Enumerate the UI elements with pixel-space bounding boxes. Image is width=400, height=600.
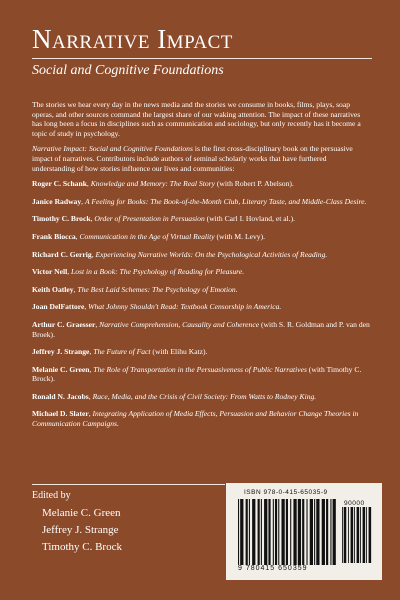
- contributor-item: Victor Nell, Lost in a Book: The Psychology of Reading for Pleasure.: [32, 267, 245, 277]
- summary-book-title: Narrative Impact: Social and Cognitive Foundations: [32, 144, 193, 154]
- barcode-bar: [314, 499, 315, 565]
- barcode-panel: [226, 483, 382, 580]
- contributor-name: Timothy C. Brock: [32, 214, 91, 224]
- price-addon-text: 90000: [344, 500, 365, 507]
- edited-divider: [32, 484, 225, 485]
- barcode-bar: [366, 507, 367, 563]
- barcode-bar: [278, 499, 279, 565]
- contributor-item: Frank Biocca, Communication in the Age of Virtual Reality (with M. Levy).: [32, 231, 265, 241]
- barcode-bar: [275, 499, 277, 565]
- barcode-bar: [322, 499, 325, 565]
- isbn-text: ISBN 978-0-415-65035-9: [244, 489, 328, 496]
- barcode-bar: [252, 499, 255, 565]
- contributor-work: Integrating Application of Media Effects, Persuasion and Behavior Change Theories in Communication Campaigns.: [32, 409, 359, 429]
- barcode-bar: [246, 499, 248, 565]
- contributor-name: Keith Oatley: [32, 284, 74, 294]
- contributor-work: What Johnny Shouldn't Read: Textbook Censorship in America.: [88, 302, 282, 312]
- edited-by-label: Edited by: [32, 490, 71, 501]
- contributor-note: (with Carl I. Hovland, et al.).: [204, 214, 296, 224]
- contributor-item: Keith Oatley, The Best Laid Schemes: The Psychology of Emotion.: [32, 284, 238, 294]
- contributor-item: Melanie C. Green, The Role of Transportation in the Persuasiveness of Public Narratives (with Timothy C. Brock).: [32, 364, 362, 384]
- contributor-item: Arthur C. Graesser, Narrative Comprehension, Causality and Coherence (with S. R. Goldman and P. van den Broek).: [32, 319, 370, 339]
- barcode-bar: [264, 499, 267, 565]
- barcode-bar: [281, 499, 284, 565]
- summary-text: is the first cross-disciplinary book on the persuasive impact of narratives. Contributors include authors of seminal scholarly works that have furthered understanding of how stories influence our lives and communities:: [32, 144, 353, 173]
- contributor-item: Michael D. Slater, Integrating Application of Media Effects, Persuasion and Behavior Change Theories in Communication Campaigns.: [32, 409, 359, 429]
- contributor-name: Melanie C. Green: [32, 364, 90, 374]
- contributor-name: Richard C. Gerrig: [32, 249, 92, 259]
- barcode-bar: [240, 499, 243, 565]
- contributor-item: Joan DelFattore, What Johnny Shouldn't Read: Textbook Censorship in America.: [32, 302, 282, 312]
- contributor-item: Roger C. Schank, Knowledge and Memory: The Real Story (with Robert P. Abelson).: [32, 179, 294, 189]
- barcode-bar: [302, 499, 304, 565]
- intro-paragraph: The stories we hear every day in the news media and the stories we consume in books, films, plays, soap operas, and other sources command the largest share of our waking attention. The impact of these narratives has long been a focus in disciplines such as communication and sociology, but only recently has it become a topic of study in psychology.: [32, 100, 361, 138]
- barcode-bar: [360, 507, 361, 563]
- contributor-work: Experiencing Narrative Worlds: On the Psychological Activities of Reading.: [95, 249, 328, 259]
- barcode-bar: [290, 499, 291, 565]
- barcode-bar: [249, 499, 250, 565]
- barcode-bar: [310, 499, 313, 565]
- barcode-bar: [369, 507, 372, 563]
- editor-name: Melanie C. Green: [42, 507, 121, 519]
- contributor-item: Timothy C. Brock, Order of Presentation in Persuasion (with Carl I. Hovland, et al.).: [32, 214, 296, 224]
- contributor-name: Joan DelFattore: [32, 302, 85, 312]
- contributor-work: The Best Laid Schemes: The Psychology of Emotion.: [77, 284, 238, 294]
- barcode-bar: [273, 499, 274, 565]
- barcode-bar: [363, 507, 366, 563]
- contributor-name: Frank Biocca: [32, 231, 76, 241]
- barcode-bars: [238, 499, 338, 565]
- editor-name: Jeffrey J. Strange: [42, 524, 119, 536]
- barcode-bar: [357, 507, 360, 563]
- contributor-name: Michael D. Slater: [32, 409, 89, 419]
- book-title: Narrative Impact: [32, 24, 233, 54]
- contributor-note: (with Robert P. Abelson).: [214, 179, 294, 189]
- barcode-bar: [333, 499, 336, 565]
- barcode-bar: [258, 499, 260, 565]
- contributor-name: Roger C. Schank: [32, 179, 87, 189]
- barcode-bar: [354, 507, 355, 563]
- contributor-item: Janice Radway, A Feeling for Books: The Book-of-the-Month Club, Literary Taste, and Middle-Class Desire.: [32, 196, 367, 206]
- contributor-work: The Role of Transportation in the Persuasiveness of Public Narratives: [93, 364, 307, 374]
- ean-number: 9 780415 650359: [238, 565, 308, 572]
- title-block: [32, 24, 372, 79]
- barcode-bar: [316, 499, 319, 565]
- contributor-name: Victor Nell: [32, 267, 68, 277]
- contributor-item: Jeffrey J. Strange, The Future of Fact (with Elihu Katz).: [32, 347, 208, 357]
- barcode-bar: [261, 499, 262, 565]
- contributor-name: Janice Radway: [32, 196, 82, 206]
- editor-list: [42, 505, 122, 556]
- contributor-work: Lost in a Book: The Psychology of Reading for Pleasure.: [71, 267, 245, 277]
- contributor-note: (with S. R. Goldman and P. van den Broek).: [32, 319, 370, 339]
- contributor-work: A Feeling for Books: The Book-of-the-Month Club, Literary Taste, and Middle-Class Desire.: [84, 196, 367, 206]
- contributor-name: Jeffrey J. Strange: [32, 347, 90, 357]
- barcode-bar: [342, 507, 343, 563]
- barcode-bar: [348, 507, 349, 563]
- description: [32, 100, 370, 437]
- barcode-bar: [306, 499, 307, 565]
- barcode-bar: [293, 499, 296, 565]
- barcode-bar: [344, 507, 347, 563]
- barcode-bar: [268, 499, 270, 565]
- barcode-bar: [351, 507, 354, 563]
- barcode-bar: [330, 499, 331, 565]
- summary-paragraph: [32, 144, 370, 173]
- contributor-item: Richard C. Gerrig, Experiencing Narrative Worlds: On the Psychological Activities of Reading.: [32, 249, 328, 259]
- barcode-bar: [298, 499, 301, 565]
- contributor-note: (with M. Levy).: [214, 231, 265, 241]
- contributor-item: Ronald N. Jacobs, Race, Media, and the Crisis of Civil Society: From Watts to Rodney King.: [32, 391, 317, 401]
- contributor-work: Order of Presentation in Persuasion: [94, 214, 205, 224]
- barcode-bar: [286, 499, 288, 565]
- contributor-name: Arthur C. Graesser: [32, 319, 96, 329]
- contributor-note: (with Timothy C. Brock).: [32, 364, 362, 384]
- contributor-work: Knowledge and Memory: The Real Story: [90, 179, 215, 189]
- contributor-work: The Future of Fact: [93, 347, 151, 357]
- editor-name: Timothy C. Brock: [42, 541, 122, 553]
- contributor-note: (with Elihu Katz).: [150, 347, 208, 357]
- barcode-bar: [238, 499, 239, 565]
- contributor-work: Race, Media, and the Crisis of Civil Society: From Watts to Rodney King.: [92, 391, 317, 401]
- book-subtitle: Social and Cognitive Foundations: [32, 63, 224, 78]
- contributor-name: Ronald N. Jacobs: [32, 391, 89, 401]
- contributor-work: Communication in the Age of Virtual Reality: [79, 231, 215, 241]
- title-divider: [32, 58, 372, 59]
- contributor-list: [32, 179, 370, 429]
- price-addon-bars: [342, 507, 372, 563]
- contributor-work: Narrative Comprehension, Causality and Coherence: [99, 319, 260, 329]
- barcode-bar: [326, 499, 328, 565]
